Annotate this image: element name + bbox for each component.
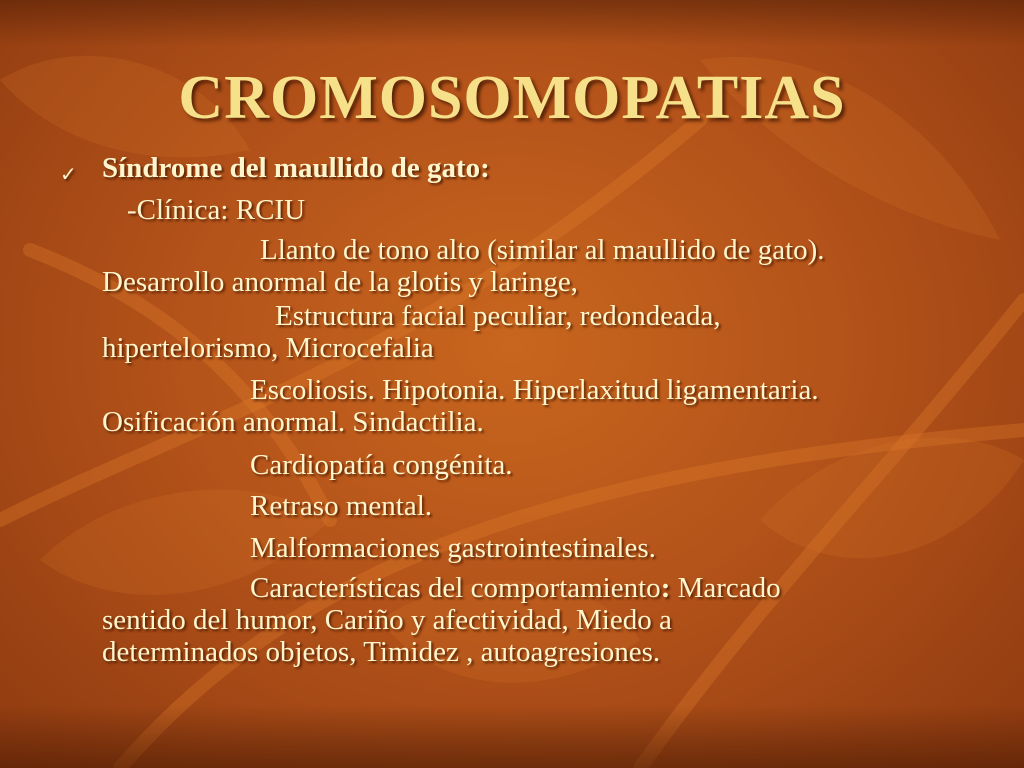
bottom-shade [0, 705, 1024, 768]
text-line [102, 572, 952, 604]
symptom-malformaciones [102, 532, 952, 564]
text-line: hipertelorismo, Microcefalia [102, 332, 434, 364]
text-line: Llanto de tono alto (similar al maullido de gato). [260, 234, 825, 266]
text-line: Cardiopatía congénita. [250, 449, 513, 481]
slide-title: CROMOSOMOPATIAS [178, 64, 846, 132]
text-line: Osificación anormal. Sindactilia. [102, 406, 484, 438]
text-line: sentido del humor, Cariño y afectividad, Miedo a [102, 604, 672, 636]
text-line: Estructura facial peculiar, redondeada, [275, 300, 721, 332]
text-line: Escoliosis. Hipotonia. Hiperlaxitud ligamentaria. [250, 374, 819, 406]
text-line: Malformaciones gastrointestinales. [250, 532, 656, 564]
symptom-llanto [102, 234, 952, 298]
text-line: Desarrollo anormal de la glotis y laringe, [102, 266, 578, 298]
symptom-comportamiento [102, 572, 952, 668]
symptom-cardiopatia [102, 449, 952, 481]
bullet-heading: Síndrome del maullido de gato: [102, 152, 490, 184]
top-shade [0, 0, 1024, 46]
symptom-facial [102, 300, 952, 364]
text-fragment: Características del comportamiento [250, 572, 661, 604]
clinica-line: -Clínica: RCIU [127, 194, 306, 226]
text-fragment: Marcado [670, 572, 781, 604]
symptom-retraso [102, 490, 952, 522]
colon-bold: : [660, 572, 671, 604]
body-text [102, 194, 952, 226]
text-line: Retraso mental. [250, 490, 433, 522]
checkmark-icon: ✓ [60, 162, 77, 186]
text-line: determinados objetos, Timidez , autoagresiones. [102, 636, 661, 668]
symptom-escoliosis [102, 374, 952, 438]
